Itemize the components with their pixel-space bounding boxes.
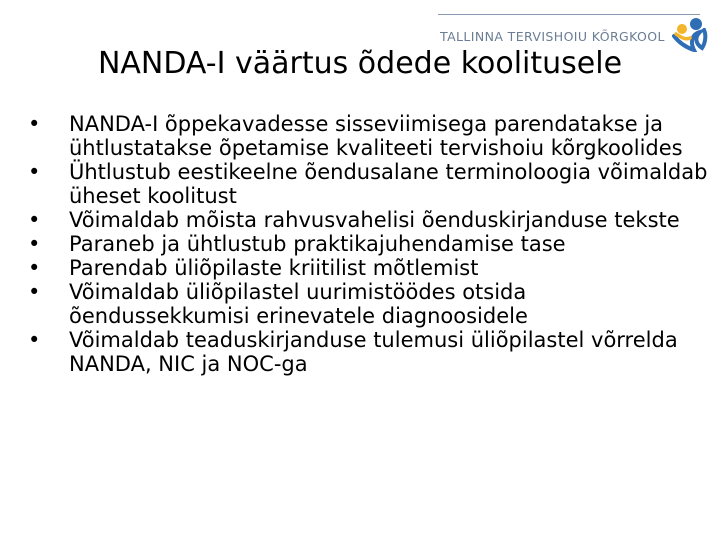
bullet-item bbox=[28, 208, 708, 232]
bullet-list bbox=[28, 112, 708, 376]
bullet-icon: • bbox=[28, 256, 41, 280]
logo-text: TALLINNA TERVISHOIU KÕRGKOOL bbox=[440, 29, 665, 44]
bullet-item bbox=[28, 328, 708, 376]
bullet-icon: • bbox=[28, 112, 41, 136]
bullet-item bbox=[28, 160, 708, 208]
bullet-item bbox=[28, 280, 708, 328]
bullet-item bbox=[28, 112, 708, 160]
slide-title: NANDA-I väärtus õdede koolitusele bbox=[97, 46, 623, 81]
bullet-icon: • bbox=[28, 232, 41, 256]
bullet-text: Paraneb ja ühtlustub praktikajuhendamise tase bbox=[69, 232, 566, 256]
bullet-text: Ühtlustub eestikeelne õendusalane terminoloogia võimaldab üheset koolitust bbox=[69, 160, 708, 208]
bullet-icon: • bbox=[28, 328, 41, 352]
bullet-text: Võimaldab üliõpilastel uurimistöödes otsida õendussekkumisi erinevatele diagnoosidele bbox=[69, 280, 528, 328]
bullet-icon: • bbox=[28, 160, 41, 184]
bullet-icon: • bbox=[28, 280, 41, 304]
bullet-text: Võimaldab mõista rahvusvahelisi õenduskirjanduse tekste bbox=[69, 208, 680, 232]
bullet-text: Parendab üliõpilaste kriitilist mõtlemist bbox=[69, 256, 479, 280]
bullet-item bbox=[28, 256, 708, 280]
bullet-icon: • bbox=[28, 208, 41, 232]
bullet-text: NANDA-I õppekavadesse sisseviimisega parendatakse ja ühtlustatakse õpetamise kvaliteeti tervishoiu kõrgkoolides bbox=[69, 112, 683, 160]
logo-rule bbox=[438, 14, 700, 15]
bullet-item bbox=[28, 232, 708, 256]
bullet-text: Võimaldab teaduskirjanduse tulemusi üliõpilastel võrrelda NANDA, NIC ja NOC-ga bbox=[69, 328, 678, 376]
